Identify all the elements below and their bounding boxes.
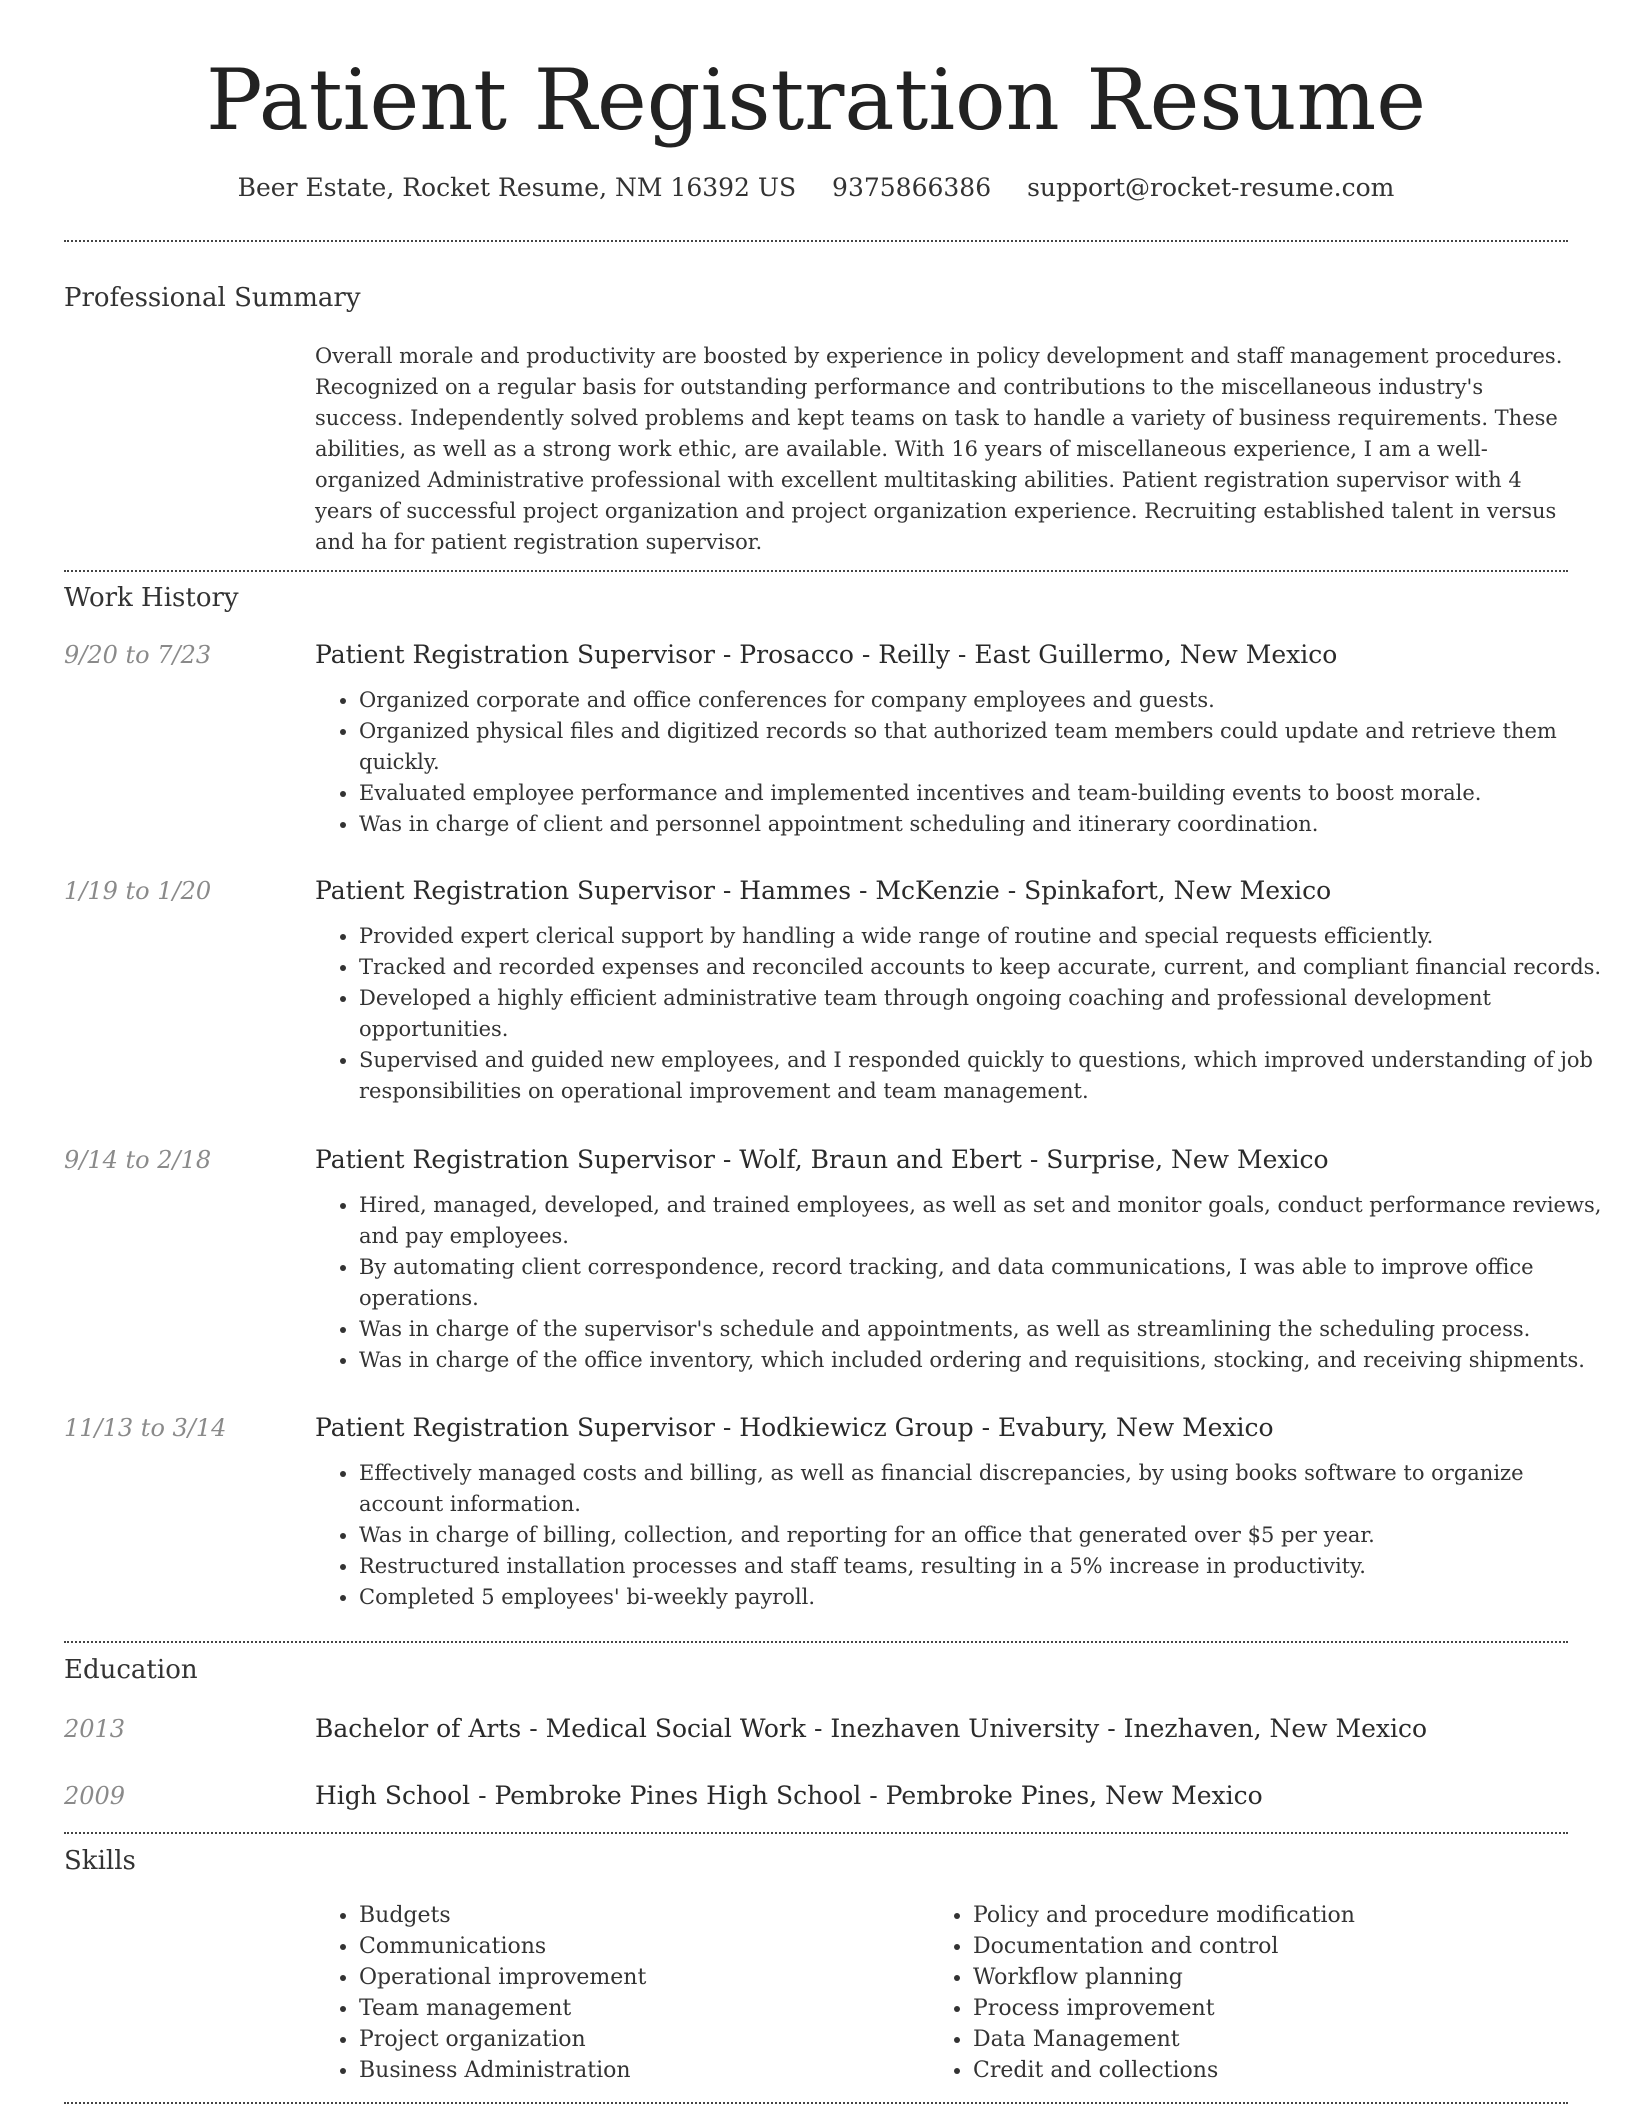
- skills-list-left: [315, 1900, 919, 2086]
- job-dates: 11/13 to 3/14: [64, 1414, 227, 1442]
- divider: [64, 2102, 1568, 2104]
- skill-item: • Project organization: [359, 2024, 919, 2055]
- summary-text: Overall morale and productivity are boosted by experience in policy development and staff management procedures. Recognized on a regular basis for outstanding performance and contributions to the miscellaneous industry's success. Independently solved problems and kept teams on task to handle a variety of business requirements. These abilities, as well as a strong work ethic, are available. With 16 years of miscellaneous experience, I am a well-organized Administrative professional with excellent multitasking abilities. Patient registration supervisor with 4 years of successful project organization and project organization experience. Recruiting established talent in versus and ha for patient registration supervisor.: [315, 344, 1563, 554]
- section-title-education: Education: [64, 1655, 198, 1685]
- job-bullet: • Tracked and recorded expenses and reconciled accounts to keep accurate, current, and compliant financial records.: [359, 952, 1614, 983]
- job-title: Patient Registration Supervisor - Hodkiewicz Group - Evabury, New Mexico: [315, 1413, 1274, 1442]
- job-dates: 9/14 to 2/18: [64, 1146, 212, 1174]
- section-title-work-history: Work History: [64, 583, 239, 613]
- education-year: 2013: [64, 1715, 126, 1743]
- skill-item: • Credit and collections: [973, 2055, 1573, 2086]
- skill-item: • Operational improvement: [359, 1962, 919, 1993]
- skill-item: • Data Management: [973, 2024, 1573, 2055]
- divider: [64, 570, 1568, 572]
- job-bullet: • Organized corporate and office conferences for company employees and guests.: [359, 685, 1614, 716]
- divider: [64, 1832, 1568, 1834]
- contact-address: Beer Estate, Rocket Resume, NM 16392 US: [237, 173, 797, 202]
- skill-item: • Process improvement: [973, 1993, 1573, 2024]
- job-title: Patient Registration Supervisor - Hammes - McKenzie - Spinkafort, New Mexico: [315, 876, 1332, 905]
- section-title-summary: Professional Summary: [64, 283, 361, 313]
- section-title-skills: Skills: [64, 1846, 136, 1876]
- job-bullet: • Was in charge of the office inventory, which included ordering and requisitions, stocking, and receiving shipments.: [359, 1345, 1614, 1376]
- job-title: Patient Registration Supervisor - Wolf, Braun and Ebert - Surprise, New Mexico: [315, 1145, 1329, 1174]
- job-bullet: • Completed 5 employees' bi-weekly payroll.: [359, 1582, 1614, 1613]
- skill-item: • Documentation and control: [973, 1931, 1573, 1962]
- skill-item: • Policy and procedure modification: [973, 1900, 1573, 1931]
- education-year: 2009: [64, 1782, 126, 1810]
- skills-list-right: [929, 1900, 1573, 2086]
- job-bullet: • Provided expert clerical support by handling a wide range of routine and special requests efficiently.: [359, 921, 1614, 952]
- education-text: Bachelor of Arts - Medical Social Work - Inezhaven University - Inezhaven, New Mexico: [315, 1714, 1428, 1743]
- job-bullet: • Hired, managed, developed, and trained employees, as well as set and monitor goals, conduct performance reviews, and pay employees.: [359, 1190, 1614, 1252]
- job-bullet: • Was in charge of billing, collection, and reporting for an office that generated over $5 per year.: [359, 1520, 1614, 1551]
- divider: [64, 1641, 1568, 1643]
- job-bullet: • Developed a highly efficient administrative team through ongoing coaching and professional development opportunities.: [359, 983, 1614, 1045]
- skill-item: • Communications: [359, 1931, 919, 1962]
- skill-item: • Business Administration: [359, 2055, 919, 2086]
- job-bullet: • Supervised and guided new employees, and I responded quickly to questions, which improved understanding of job responsibilities on operational improvement and team management.: [359, 1045, 1614, 1107]
- education-text: High School - Pembroke Pines High School - Pembroke Pines, New Mexico: [315, 1781, 1263, 1810]
- skill-item: • Budgets: [359, 1900, 919, 1931]
- job-bullets: [315, 921, 1614, 1107]
- skill-item: • Workflow planning: [973, 1962, 1573, 1993]
- resume-title: Patient Registration Resume: [206, 51, 1426, 149]
- job-dates: 1/19 to 1/20: [64, 877, 212, 905]
- contact-email: support@rocket-resume.com: [1027, 173, 1395, 202]
- skill-item: • Team management: [359, 1993, 919, 2024]
- job-bullet: • Was in charge of the supervisor's schedule and appointments, as well as streamlining the scheduling process.: [359, 1314, 1614, 1345]
- job-bullets: [315, 1458, 1614, 1613]
- job-bullet: • Evaluated employee performance and implemented incentives and team-building events to boost morale.: [359, 778, 1614, 809]
- job-bullet: • Organized physical files and digitized records so that authorized team members could update and retrieve them quickly.: [359, 716, 1614, 778]
- job-bullets: [315, 1190, 1614, 1376]
- job-bullet: • Effectively managed costs and billing, as well as financial discrepancies, by using books software to organize account information.: [359, 1458, 1614, 1520]
- contact-line: [0, 170, 1632, 206]
- job-title: Patient Registration Supervisor - Prosacco - Reilly - East Guillermo, New Mexico: [315, 640, 1338, 669]
- job-bullet: • By automating client correspondence, record tracking, and data communications, I was able to improve office operations.: [359, 1252, 1614, 1314]
- job-bullet: • Restructured installation processes and staff teams, resulting in a 5% increase in productivity.: [359, 1551, 1614, 1582]
- job-dates: 9/20 to 7/23: [64, 641, 212, 669]
- job-bullets: [315, 685, 1614, 840]
- job-bullet: • Was in charge of client and personnel appointment scheduling and itinerary coordination.: [359, 809, 1614, 840]
- divider: [64, 240, 1568, 242]
- contact-phone: 9375866386: [832, 173, 992, 202]
